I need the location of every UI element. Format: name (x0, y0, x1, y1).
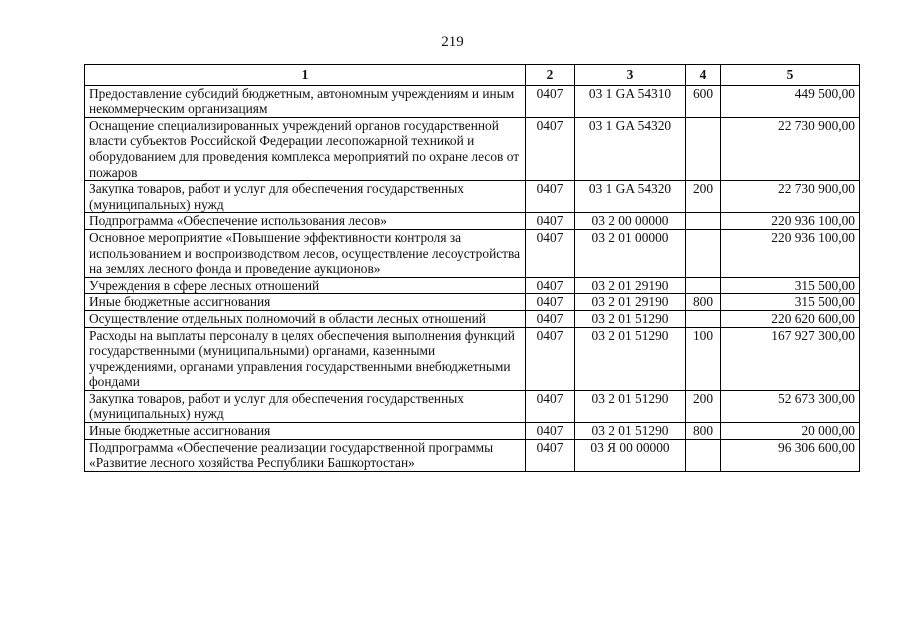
table-row (85, 213, 860, 230)
row-code: 03 2 01 51290 (575, 310, 686, 327)
row-expense-type (686, 310, 721, 327)
row-name: Закупка товаров, работ и услуг для обеспечения государственных (муниципальных) нужд (85, 390, 526, 422)
row-section: 0407 (526, 310, 575, 327)
row-section: 0407 (526, 117, 575, 180)
row-code: 03 Я 00 00000 (575, 439, 686, 471)
row-section: 0407 (526, 294, 575, 311)
row-section: 0407 (526, 277, 575, 294)
row-sum: 96 306 600,00 (721, 439, 860, 471)
row-sum: 220 936 100,00 (721, 229, 860, 277)
table-row (85, 423, 860, 440)
row-sum: 220 620 600,00 (721, 310, 860, 327)
table-row (85, 327, 860, 390)
row-sum: 167 927 300,00 (721, 327, 860, 390)
row-name: Подпрограмма «Обеспечение реализации государственной программы «Развитие лесного хозяйства Республики Башкортостан» (85, 439, 526, 471)
page-number: 219 (441, 34, 464, 50)
budget-table (84, 64, 860, 472)
row-section: 0407 (526, 439, 575, 471)
row-expense-type (686, 439, 721, 471)
header-row (85, 65, 860, 86)
row-sum: 22 730 900,00 (721, 181, 860, 213)
row-expense-type: 200 (686, 181, 721, 213)
table-row (85, 277, 860, 294)
row-code: 03 2 01 29190 (575, 294, 686, 311)
row-section: 0407 (526, 327, 575, 390)
row-name: Основное мероприятие «Повышение эффективности контроля за использованием и воспроизводством лесов, осуществление лесоустройства на землях лесного фонда и проведение аукционов» (85, 229, 526, 277)
row-section: 0407 (526, 85, 575, 117)
header-col-3: 3 (575, 65, 686, 86)
row-code: 03 2 01 51290 (575, 390, 686, 422)
row-name: Расходы на выплаты персоналу в целях обеспечения выполнения функций государственными (муниципальными) органами, казенными учреждениями, органами управления государственными внебюджетными фондами (85, 327, 526, 390)
table-row (85, 439, 860, 471)
row-section: 0407 (526, 390, 575, 422)
row-sum: 20 000,00 (721, 423, 860, 440)
row-expense-type: 600 (686, 85, 721, 117)
row-sum: 315 500,00 (721, 277, 860, 294)
row-section: 0407 (526, 423, 575, 440)
row-name: Предоставление субсидий бюджетным, автономным учреждениям и иным некоммерческим организациям (85, 85, 526, 117)
row-code: 03 1 GA 54320 (575, 117, 686, 180)
table-row (85, 310, 860, 327)
row-code: 03 2 01 29190 (575, 277, 686, 294)
row-expense-type: 100 (686, 327, 721, 390)
row-code: 03 2 00 00000 (575, 213, 686, 230)
row-code: 03 2 01 00000 (575, 229, 686, 277)
row-name: Иные бюджетные ассигнования (85, 423, 526, 440)
row-name: Закупка товаров, работ и услуг для обеспечения государственных (муниципальных) нужд (85, 181, 526, 213)
table-row (85, 117, 860, 180)
table-row (85, 294, 860, 311)
header-col-2: 2 (526, 65, 575, 86)
row-name: Оснащение специализированных учреждений органов государственной власти субъектов Российской Федерации лесопожарной техникой и оборудованием для проведения комплекса мероприятий по охране лесов от пожаров (85, 117, 526, 180)
row-expense-type (686, 277, 721, 294)
row-sum: 220 936 100,00 (721, 213, 860, 230)
table-row (85, 85, 860, 117)
row-expense-type (686, 117, 721, 180)
header-col-5: 5 (721, 65, 860, 86)
row-expense-type (686, 229, 721, 277)
row-code: 03 2 01 51290 (575, 327, 686, 390)
row-section: 0407 (526, 181, 575, 213)
row-name: Учреждения в сфере лесных отношений (85, 277, 526, 294)
table-row (85, 390, 860, 422)
row-name: Подпрограмма «Обеспечение использования лесов» (85, 213, 526, 230)
row-sum: 449 500,00 (721, 85, 860, 117)
row-sum: 315 500,00 (721, 294, 860, 311)
table-row (85, 229, 860, 277)
row-code: 03 1 GA 54310 (575, 85, 686, 117)
row-expense-type: 800 (686, 294, 721, 311)
row-name: Осуществление отдельных полномочий в области лесных отношений (85, 310, 526, 327)
row-expense-type (686, 213, 721, 230)
row-sum: 52 673 300,00 (721, 390, 860, 422)
row-name: Иные бюджетные ассигнования (85, 294, 526, 311)
table-row (85, 181, 860, 213)
row-section: 0407 (526, 229, 575, 277)
row-section: 0407 (526, 213, 575, 230)
header-col-4: 4 (686, 65, 721, 86)
row-code: 03 1 GA 54320 (575, 181, 686, 213)
row-sum: 22 730 900,00 (721, 117, 860, 180)
row-expense-type: 200 (686, 390, 721, 422)
row-expense-type: 800 (686, 423, 721, 440)
header-col-1: 1 (85, 65, 526, 86)
row-code: 03 2 01 51290 (575, 423, 686, 440)
